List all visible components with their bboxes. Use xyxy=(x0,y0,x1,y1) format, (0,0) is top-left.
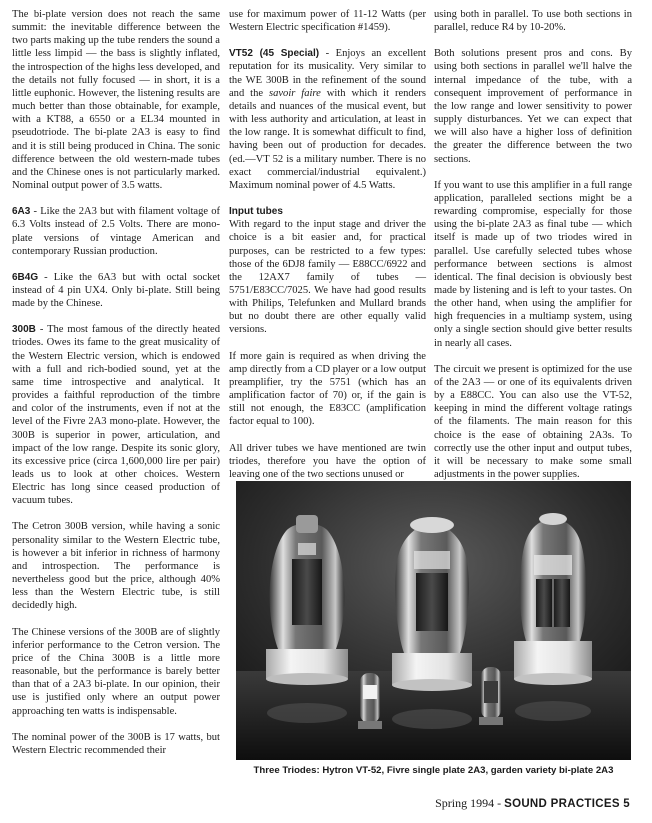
paragraph xyxy=(12,205,220,258)
paragraph-body: With regard to the input stage and driver the choice is a bit easier and, for practical purposes, can be restricted to a few types: those of the 6DJ8 family — E88CC/6922 and the 12AX7 family of tubes — 5751/E83CC/7025. We have had good results with Philips, Telefunken and Mullard brands but no doubt there are other equally valid versions. xyxy=(229,219,426,336)
page-footer xyxy=(435,796,630,811)
paragraph-body: with which it renders details and nuances of the musical event, but with less authority and articulation, at least in the low range. It is somewhat difficult to find, having been out of production for decades. (ed.—VT 52 is a military number. There is no exact commercial/industrial equivalent.) Maximum nominal power of 4.5 Watts. xyxy=(229,87,426,191)
paragraph-body: - Like the 2A3 but with filament voltage of 6.3 Volts instead of 2.5 Volts. There are mono-plate versions of vintage American and contemporary Russian production. xyxy=(12,206,220,257)
paragraph: using both in parallel. To use both sections in parallel, reduce R4 by 10-20%. xyxy=(434,9,632,34)
triodes-photo xyxy=(236,481,631,760)
paragraph: The circuit we present is optimized for the use of the 2A3 — or one of its equivalents driven by a E88CC. You can also use the VT-52, keeping in mind the different voltage ratings of the filaments. The main reason for this choice is the ease of obtaining 2A3s. To correctly use the other input and output tubes, it will be necessary to make some small adjustments in the power supplies. xyxy=(434,363,632,480)
paragraph-body: - Enjoys an excellent reputation for its musicality. Very similar to the WE 300B in the refinement of the sound and the xyxy=(229,48,427,99)
paragraph: All driver tubes we have mentioned are twin triodes, therefore you have the option of leaving one of the two sections unused or xyxy=(229,442,426,480)
paragraph: The bi-plate version does not reach the same summit: the inevitable difference between the two parts making up the tube renders the sound a little less limpid — the bass is slightly inflated, the introspection of the highs less developed, and the details not fully focused — in short, it is a little euphonic. However, the listening results are much better than those obtainable, for example, with a KT88, a 6550 or a EL34 mounted in pseudotriode. The bi-plate 2A3 is easy to find and it is still being produced in China. The sonic difference between the old western-made tubes and the Chinese ones is not particularly marked. Nominal output power of 3.5 watts. xyxy=(12,9,220,192)
paragraph xyxy=(229,47,426,192)
issue-date: Spring 1994 - xyxy=(435,796,505,810)
column-1 xyxy=(12,8,220,770)
paragraph: If you want to use this amplifier in a full range application, paralleled sections might be a rewarding compromise, especially for those using the bi-plate 2A3 as final tube — which itself is made up of two triodes wired in parallel. Use carefully selected tubes whose performance between sections is almost identical. The final decision is obviously best made by listening and is left to your tastes. On the other hand, when using the amplifier for high frequencies in a multiamp system, using only a single section should give better results in nearly all cases. xyxy=(434,179,632,349)
photo-caption: Three Triodes: Hytron VT-52, Fivre single plate 2A3, garden variety bi-plate 2A3 xyxy=(253,765,614,776)
tube-fivre-2a3 xyxy=(392,517,472,691)
magazine-name: SOUND PRACTICES xyxy=(504,798,620,810)
paragraph: The Chinese versions of the 300B are of slightly inferior performance to the Cetron version. The price of the China 300B is a little more reasonable, but the performance is barely better than that of a 2A3 bi-plate. In our opinion, their use is justified only where an output power approaching ten watts is indispensable. xyxy=(12,626,220,717)
paragraph xyxy=(12,323,220,507)
paragraph-body: - The most famous of the directly heated triodes. Owes its fame to the great musicality of the Western Electric version, which is endowed with a full and rich-bodied sound, yet at the same time introspective and analytical. It provides a faithful reproduction of the timbre and color of the instruments, even if not at the level of the Fivre 2A3 mono-plate. However, the 300B is superior in power, articulation, and impact of the low range. Despite its sonic glory, its excessive price (circa 1,600,000 lire per pair) leads us to look at other choices. Western Electric has long since ceased production of vacuum tubes. xyxy=(12,324,220,507)
tube-name: 6A3 xyxy=(12,206,31,218)
paragraph: The Cetron 300B version, while having a sonic personality similar to the Western Electric tube, is however a bit inferior in richness of harmony and introspection. The performance is nevertheless good but the price, although 40% less than the Western Electric tube, is still decidedly high. xyxy=(12,521,220,612)
column-3 xyxy=(434,8,632,494)
paragraph: use for maximum power of 11-12 Watts (per Western Electric specification #1459). xyxy=(229,9,426,34)
tube-name: VT52 (45 Special) xyxy=(229,48,320,60)
page-number: 5 xyxy=(619,798,630,810)
section-heading: Input tubes xyxy=(229,206,283,218)
paragraph xyxy=(12,271,220,310)
tube-name: 300B xyxy=(12,324,36,336)
italic-phrase: savoir faire xyxy=(268,87,321,99)
paragraph-body: - Like the 6A3 but with octal socket instead of 4 pin UX4. Only bi-plate. Still being made by the Chinese. xyxy=(12,271,220,310)
paragraph: If more gain is required as when driving the amp directly from a CD player or a low output preamplifier, try the 5751 (which has an amplification factor of 70) or, if the gain is still not enough, the E83CC (amplification factor equal to 100). xyxy=(229,350,426,428)
tube-name: 6B4G xyxy=(12,271,39,283)
paragraph: Both solutions present pros and cons. By using both sections in parallel we'll halve the internal impedance of the tube, with a consequent improvement of performance in the low range and lower sensitivity to power supply disturbances. Yet we can expect that we will also have a higher loss of definition the greater the difference between the two sections. xyxy=(434,48,632,165)
paragraph xyxy=(229,205,426,337)
paragraph: The nominal power of the 300B is 17 watts, but Western Electric recommended their xyxy=(12,731,220,756)
column-2 xyxy=(229,8,426,494)
